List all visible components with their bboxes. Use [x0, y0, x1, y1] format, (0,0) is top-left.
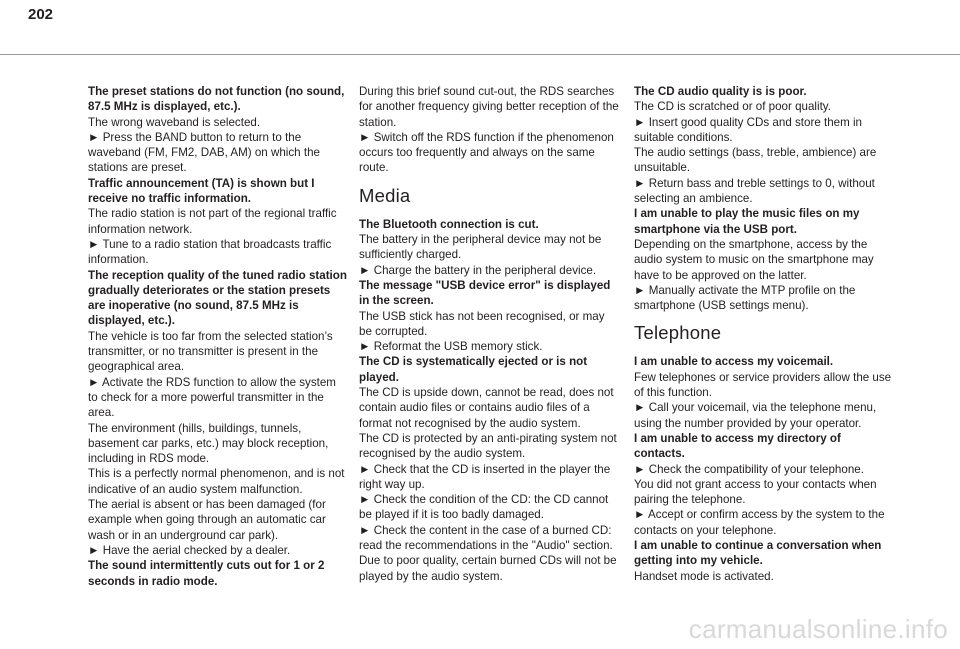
- question-heading: The Bluetooth connection is cut.: [359, 217, 539, 231]
- telephone-section: [634, 354, 894, 583]
- question-heading: The CD audio quality is is poor.: [634, 85, 807, 98]
- paragraph: ► Check that the CD is inserted in the player the right way up.: [359, 462, 611, 491]
- column-3: [634, 84, 894, 584]
- media-section-continued: [634, 84, 894, 313]
- paragraph: ► Reformat the USB memory stick.: [359, 340, 543, 354]
- paragraph: The radio station is not part of the regional traffic information network.: [88, 207, 337, 236]
- paragraph: The vehicle is too far from the selected station’s transmitter, or no transmitter is present in the geographical area.: [88, 329, 333, 374]
- header-divider: [0, 54, 960, 55]
- paragraph: ► Check the compatibility of your telephone.: [634, 462, 864, 476]
- media-section: [359, 217, 619, 584]
- question-heading: I am unable to play the music files on my smartphone via the USB port.: [634, 207, 860, 236]
- paragraph: Few telephones or service providers allow the use of this function.: [634, 370, 892, 400]
- paragraph: ► Switch off the RDS function if the phenomenon occurs too frequently and always on the same route.: [359, 130, 614, 175]
- question-heading: Traffic announcement (TA) is shown but I receive no traffic information.: [88, 176, 315, 206]
- paragraph: ► Have the aerial checked by a dealer.: [88, 543, 291, 557]
- paragraph: The wrong waveband is selected.: [88, 115, 261, 129]
- paragraph: ► Return bass and treble settings to 0, without selecting an ambience.: [634, 176, 875, 206]
- paragraph: During this brief sound cut-out, the RDS searches for another frequency giving better reception of the station.: [359, 85, 619, 129]
- page-number: 202: [28, 6, 54, 23]
- question-heading: The reception quality of the tuned radio station gradually deteriorates or the station presets are inoperative (no sound, 87.5 MHz is displayed, etc.).: [88, 268, 347, 328]
- paragraph: This is a perfectly normal phenomenon, and is not indicative of an audio system malfunction.: [88, 467, 345, 496]
- paragraph: Handset mode is activated.: [634, 569, 774, 583]
- question-heading: The sound intermittently cuts out for 1 or 2 seconds in radio mode.: [88, 559, 325, 588]
- paragraph: The CD is upside down, cannot be read, does not contain audio files or contains audio files of a format not recognised by the audio system.: [359, 386, 614, 430]
- media-heading: Media: [359, 184, 411, 206]
- paragraph: ► Manually activate the MTP profile on the smartphone (USB settings menu).: [634, 283, 856, 313]
- paragraph: ► Call your voicemail, via the telephone menu, using the number provided by your operator.: [634, 401, 877, 430]
- paragraph: ► Accept or confirm access by the system to the contacts on your telephone.: [634, 508, 885, 537]
- question-heading: The CD is systematically ejected or is not played.: [359, 355, 588, 384]
- paragraph: ► Activate the RDS function to allow the system to check for a more powerful transmitter in the area.: [88, 375, 336, 420]
- paragraph: The CD is scratched or of poor quality.: [634, 100, 831, 114]
- paragraph: ► Insert good quality CDs and store them in suitable conditions.: [634, 115, 863, 144]
- paragraph: ► Check the content in the case of a burned CD: read the recommendations in the "Audio" section.: [359, 523, 613, 553]
- paragraph: ► Charge the battery in the peripheral device.: [359, 263, 597, 277]
- watermark: carmanualsonline.info: [688, 614, 948, 644]
- question-heading: The preset stations do not function (no sound, 87.5 MHz is displayed, etc.).: [88, 85, 345, 114]
- paragraph: Due to poor quality, certain burned CDs will not be played by the audio system.: [359, 554, 617, 583]
- paragraph: The environment (hills, buildings, tunnels, basement car parks, etc.) may block reception, including in RDS mode.: [88, 421, 329, 466]
- paragraph: The CD is protected by an anti-pirating system not recognised by the audio system.: [359, 431, 617, 461]
- paragraph: ► Press the BAND button to return to the waveband (FM, FM2, DAB, AM) on which the stations are preset.: [88, 130, 320, 175]
- column-2-intro: [359, 84, 619, 176]
- paragraph: You did not grant access to your contacts when pairing the telephone.: [634, 477, 877, 507]
- question-heading: I am unable to continue a conversation when getting into my vehicle.: [634, 539, 882, 568]
- paragraph: ► Tune to a radio station that broadcasts traffic information.: [88, 237, 332, 267]
- column-2: [359, 84, 619, 584]
- question-heading: The message "USB device error" is displayed in the screen.: [359, 278, 611, 308]
- paragraph: Depending on the smartphone, access by the audio system to music on the smartphone may have to be approved on the latter.: [634, 237, 874, 282]
- paragraph: The battery in the peripheral device may not be sufficiently charged.: [359, 233, 602, 262]
- paragraph: The USB stick has not been recognised, or may be corrupted.: [359, 309, 605, 338]
- question-heading: I am unable to access my voicemail.: [634, 355, 834, 369]
- telephone-heading: Telephone: [634, 322, 722, 344]
- paragraph: The audio settings (bass, treble, ambience) are unsuitable.: [634, 146, 877, 175]
- paragraph: ► Check the condition of the CD: the CD cannot be played if it is too badly damaged.: [359, 493, 609, 522]
- column-1: [88, 84, 348, 589]
- question-heading: I am unable to access my directory of contacts.: [634, 431, 841, 461]
- paragraph: The aerial is absent or has been damaged (for example when going through an automatic car wash or in an underground car park).: [88, 498, 326, 542]
